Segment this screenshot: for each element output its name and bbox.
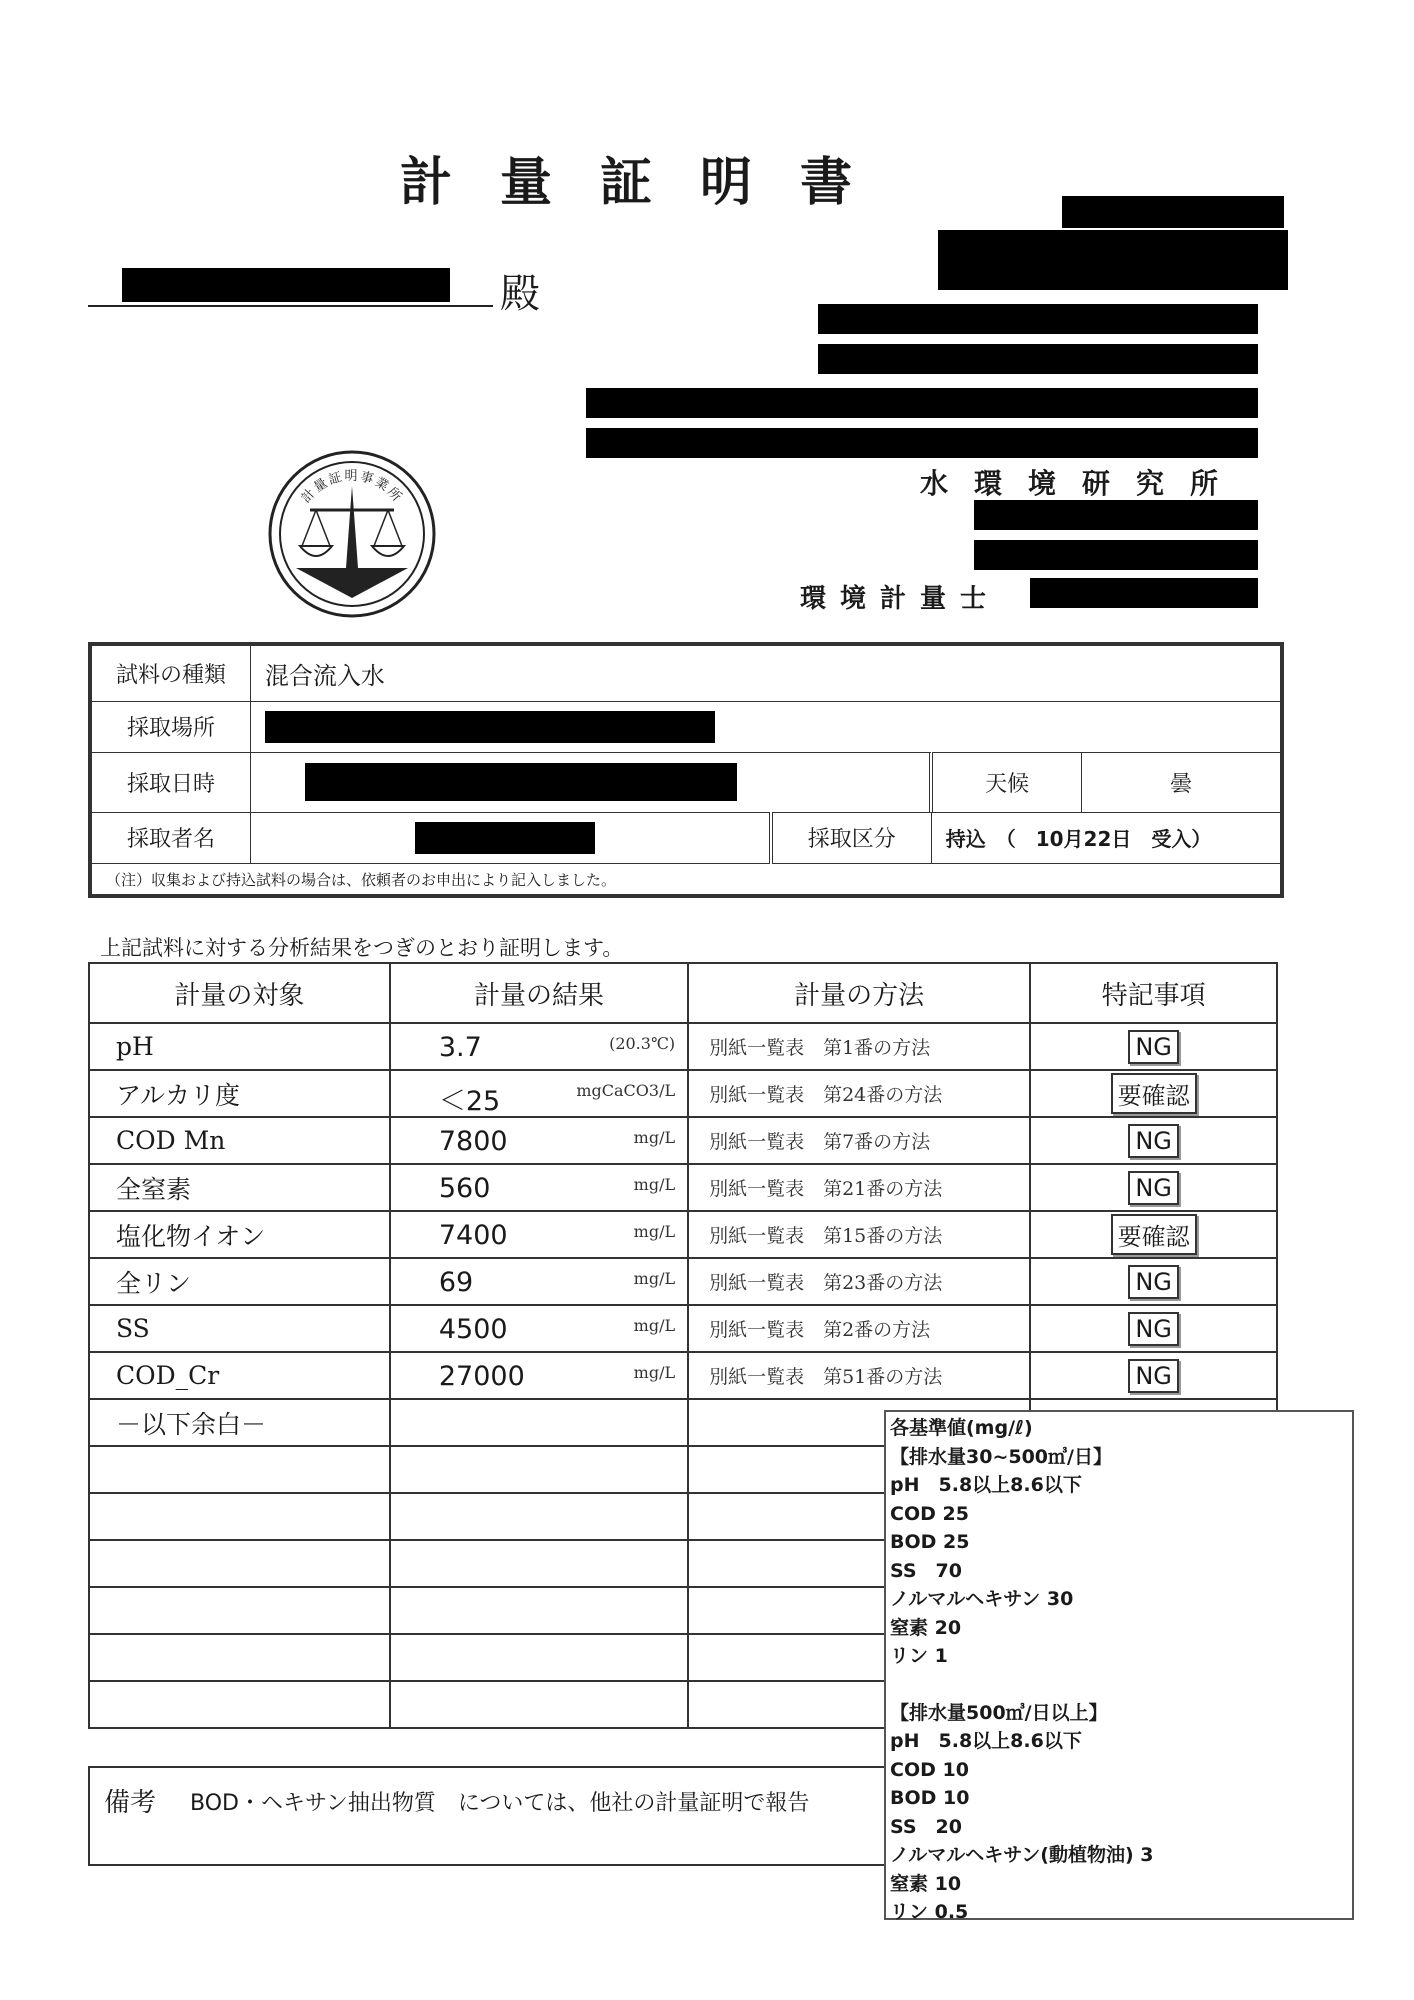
item-name: 全リン: [89, 1258, 390, 1305]
sample-type-value: 混合流入水: [250, 646, 1280, 702]
redacted-collector: [415, 822, 595, 854]
label-datetime: 採取日時: [92, 752, 251, 812]
header-target: 計量の対象: [89, 963, 390, 1023]
remark-badge: NG: [1128, 1312, 1179, 1346]
redacted-block: [974, 500, 1258, 530]
result-unit: mg/L: [633, 1222, 676, 1241]
standard-item: 窒素 10: [890, 1872, 962, 1895]
table-row: [89, 1305, 1277, 1352]
result-value: 560: [438, 1173, 491, 1204]
method-text: 別紙一覧表 第7番の方法: [688, 1117, 1030, 1164]
redacted-block: [818, 304, 1258, 334]
result-value: 3.7: [438, 1032, 482, 1063]
collector-value: [250, 812, 770, 863]
seal-text: 計量証明事業所: [298, 469, 406, 507]
standard-item: 窒素 20: [890, 1616, 962, 1639]
redacted-block: [1030, 578, 1258, 608]
sample-info-table: [88, 642, 1284, 898]
remarks-label: 備考: [104, 1788, 157, 1818]
result-value: 69: [438, 1267, 474, 1298]
table-row: [89, 1352, 1277, 1399]
redacted-block: [974, 540, 1258, 570]
redacted-block: [586, 388, 1258, 418]
label-sample-type: 試料の種類: [92, 646, 251, 702]
certification-seal: [266, 448, 438, 620]
standards-group1-title: 【排水量30~500㎥/日】: [890, 1445, 1112, 1468]
standard-item: ノルマルヘキサン 30: [890, 1588, 1074, 1610]
item-name: 全窒素: [89, 1164, 390, 1211]
label-category: 採取区分: [771, 812, 931, 863]
item-name: アルカリ度: [89, 1070, 390, 1117]
remark-badge: 要確認: [1111, 1073, 1197, 1114]
remarks-box: [88, 1766, 895, 1866]
location-value: [250, 701, 1280, 752]
remarks-text: BOD・ヘキサン抽出物質 については、他社の計量証明で報告: [190, 1791, 810, 1816]
redacted-location: [265, 711, 715, 743]
result-unit: (20.3℃): [609, 1034, 676, 1053]
category-value: 持込 （ 10月22日 受入）: [931, 812, 1280, 863]
standard-item: SS 20: [890, 1815, 962, 1838]
standard-item: SS 70: [890, 1559, 962, 1582]
standard-item: リン 1: [890, 1645, 948, 1667]
redacted-block: [818, 344, 1258, 374]
item-name: COD Mn: [89, 1117, 390, 1164]
table-row: [89, 1258, 1277, 1305]
item-name: SS: [89, 1305, 390, 1352]
method-text: 別紙一覧表 第51番の方法: [688, 1352, 1030, 1399]
standard-item: COD 25: [890, 1502, 969, 1525]
result-unit: mg/L: [633, 1128, 676, 1147]
redacted-datetime: [305, 763, 737, 801]
result-unit: mg/L: [633, 1269, 676, 1288]
standards-title: 各基準値(mg/ℓ): [890, 1417, 1033, 1439]
method-text: 別紙一覧表 第21番の方法: [688, 1164, 1030, 1211]
header-method: 計量の方法: [688, 963, 1030, 1023]
redacted-block: [1062, 196, 1284, 228]
result-unit: mgCaCO3/L: [576, 1081, 676, 1100]
result-value: 7400: [438, 1220, 508, 1251]
sample-info-note: （注）収集および持込試料の場合は、依頼者のお申出により記入しました。: [92, 864, 1281, 895]
redacted-block: [586, 428, 1258, 458]
method-text: 別紙一覧表 第1番の方法: [688, 1023, 1030, 1070]
item-name: COD_Cr: [89, 1352, 390, 1399]
result-value: 7800: [438, 1126, 508, 1157]
table-row: [89, 1023, 1277, 1070]
label-weather: 天候: [931, 752, 1081, 812]
remark-badge: NG: [1128, 1171, 1179, 1205]
result-unit: mg/L: [633, 1363, 676, 1382]
result-value: 4500: [438, 1314, 508, 1345]
item-name: pH: [89, 1023, 390, 1070]
datetime-value: [250, 752, 931, 812]
addressee-underline: [88, 305, 493, 307]
standard-item: リン 0.5: [890, 1901, 969, 1923]
addressee-suffix: 殿: [500, 271, 540, 317]
remark-badge: NG: [1128, 1124, 1179, 1158]
result-value: ＜25: [438, 1086, 501, 1117]
remark-badge: NG: [1128, 1359, 1179, 1393]
organization-name: 水環境研究所: [920, 467, 1245, 500]
label-collector: 採取者名: [92, 812, 251, 863]
measurer-label: 環境計量士: [800, 584, 1001, 614]
method-text: 別紙一覧表 第15番の方法: [688, 1211, 1030, 1258]
standards-group2-title: 【排水量500㎥/日以上】: [890, 1701, 1108, 1724]
spacer: [890, 1671, 1348, 1699]
intro-text: 上記試料に対する分析結果をつぎのとおり証明します。: [100, 936, 624, 960]
header-result: 計量の結果: [390, 963, 688, 1023]
result-unit: mg/L: [633, 1316, 676, 1335]
remark-badge: NG: [1128, 1265, 1179, 1299]
standard-item: ノルマルヘキサン(動植物油) 3: [890, 1844, 1154, 1866]
redacted-block: [938, 230, 1288, 290]
table-row: [89, 1117, 1277, 1164]
method-text: 別紙一覧表 第23番の方法: [688, 1258, 1030, 1305]
standards-box: [884, 1410, 1354, 1923]
result-value: 27000: [438, 1361, 525, 1392]
document-title: 計量証明書: [399, 153, 900, 213]
weather-value: 曇: [1082, 752, 1281, 812]
table-row: [89, 1211, 1277, 1258]
method-text: 別紙一覧表 第2番の方法: [688, 1305, 1030, 1352]
method-text: 別紙一覧表 第24番の方法: [688, 1070, 1030, 1117]
item-name: 塩化物イオン: [89, 1211, 390, 1258]
header-remarks: 特記事項: [1030, 963, 1277, 1023]
table-row: [89, 1070, 1277, 1117]
standard-item: BOD 10: [890, 1787, 970, 1809]
remark-badge: NG: [1128, 1030, 1179, 1064]
label-location: 採取場所: [92, 701, 251, 752]
remark-badge: 要確認: [1111, 1214, 1197, 1255]
table-row: [89, 1164, 1277, 1211]
result-unit: mg/L: [633, 1175, 676, 1194]
standard-item: BOD 25: [890, 1531, 970, 1553]
standard-item: pH 5.8以上8.6以下: [890, 1474, 1082, 1496]
standard-item: pH 5.8以上8.6以下: [890, 1730, 1082, 1752]
redacted-addressee: [122, 268, 450, 302]
blank-note: －以下余白－: [89, 1399, 390, 1446]
standard-item: COD 10: [890, 1758, 969, 1781]
